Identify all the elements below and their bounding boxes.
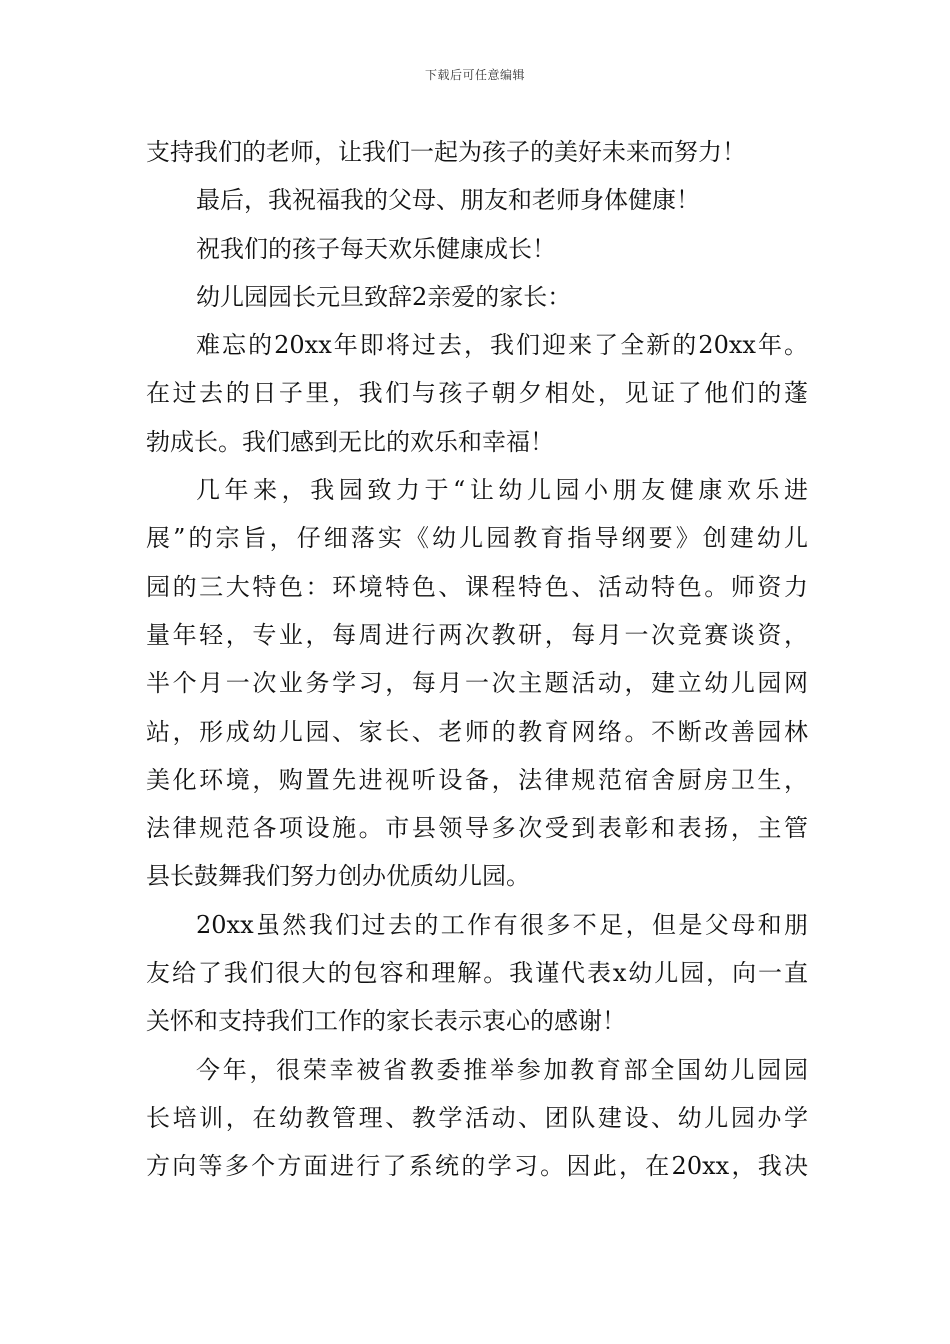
text-line: 幼儿园园长元旦致辞2亲爱的家长： xyxy=(196,282,572,311)
text-line: 今年，很荣幸被省教委推举参加教育部全国幼儿园园 xyxy=(196,1055,808,1084)
text-line: 法律规范各项设施。市县领导多次受到表彰和表扬，主管 xyxy=(146,814,808,843)
text-line: 祝我们的孩子每天欢乐健康成长！ xyxy=(196,234,556,263)
text-line: 量年轻，专业，每周进行两次教研，每月一次竞赛谈资， xyxy=(146,620,808,649)
text-line: 美化环境，购置先进视听设备，法律规范宿舍厨房卫生， xyxy=(146,765,808,794)
text-line: 县长鼓舞我们努力创办优质幼儿园。 xyxy=(146,862,530,891)
text-line: 几年来，我园致力于“让幼儿园小朋友健康欢乐进 xyxy=(196,476,808,505)
text-line: 关怀和支持我们工作的家长表示衷心的感谢！ xyxy=(146,1007,626,1036)
text-line: 友给了我们很大的包容和理解。我谨代表x幼儿园，向一直 xyxy=(146,959,808,988)
text-line: 方向等多个方面进行了系统的学习。因此，在20xx，我决 xyxy=(146,1152,808,1181)
text-line: 勃成长。我们感到无比的欢乐和幸福！ xyxy=(146,427,554,456)
document-body xyxy=(146,128,808,1191)
text-line: 20xx虽然我们过去的工作有很多不足，但是父母和朋 xyxy=(196,910,808,939)
text-line: 支持我们的老师，让我们一起为孩子的美好未来而努力！ xyxy=(146,138,746,166)
text-line: 展”的宗旨，仔细落实《幼儿园教育指导纲要》创建幼儿 xyxy=(146,524,808,553)
page-header-note: 下载后可任意编辑 xyxy=(424,68,525,82)
text-line: 园的三大特色：环境特色、课程特色、活动特色。师资力 xyxy=(146,572,808,601)
text-line: 难忘的20xx年即将过去，我们迎来了全新的20xx年。 xyxy=(196,331,808,360)
text-line: 半个月一次业务学习，每月一次主题活动，建立幼儿园网 xyxy=(146,669,808,698)
text-line: 在过去的日子里，我们与孩子朝夕相处，见证了他们的蓬 xyxy=(146,379,808,408)
text-line: 长培训，在幼教管理、教学活动、团队建设、幼儿园办学 xyxy=(146,1103,808,1132)
text-line: 站，形成幼儿园、家长、老师的教育网络。不断改善园林 xyxy=(146,717,808,746)
text-line: 最后，我祝福我的父母、朋友和老师身体健康！ xyxy=(196,186,700,215)
